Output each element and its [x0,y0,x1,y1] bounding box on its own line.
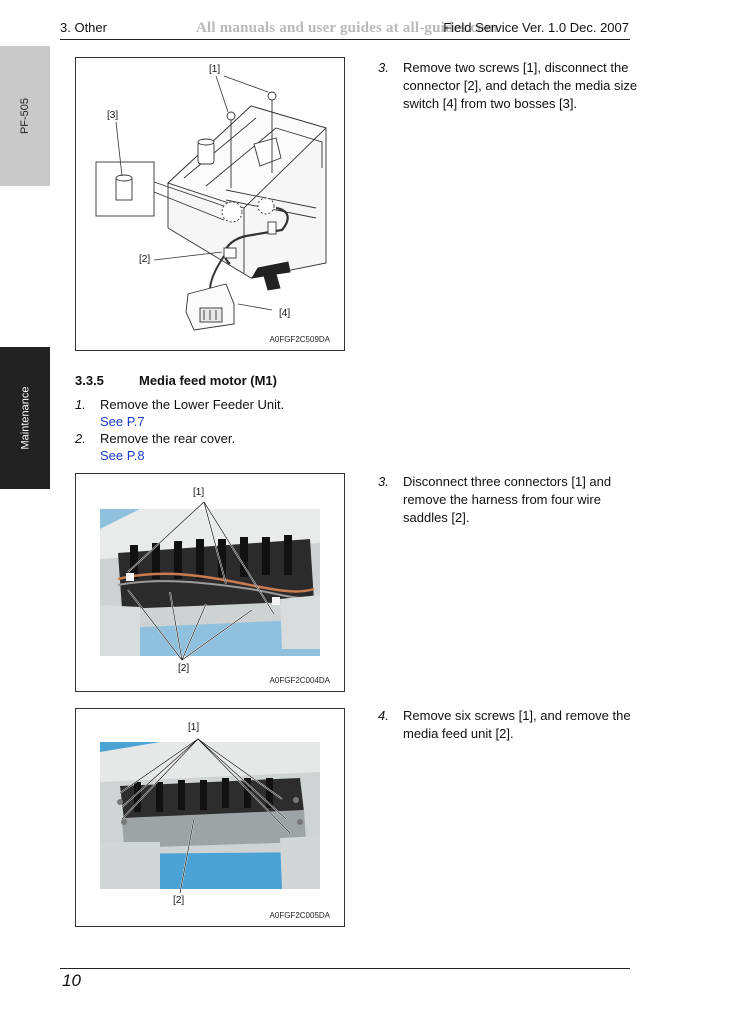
side-tab-product [0,46,50,186]
section-title: Media feed motor (M1) [139,373,277,388]
see-link-p8[interactable]: See P.8 [100,448,145,463]
step-number: 1. [75,397,86,412]
step-text: Remove six screws [1], and remove the media feed unit [2]. [403,708,631,741]
section-number: 3.3.5 [75,373,104,388]
callout-1: [1] [209,64,221,75]
media-size-switch-illustration [76,58,344,350]
step-number: 3. [378,474,389,489]
figure-code: A0FGF2C509DA [269,335,330,344]
step-number: 3. [378,60,389,75]
step-text: Disconnect three connectors [1] and remove the harness from four wire saddles [2]. [403,474,612,525]
callout-2: [2] [139,254,151,265]
callout-1: [1] [188,722,200,733]
callout-3: [3] [107,110,119,121]
step-text: Remove two screws [1], disconnect the connector [2], and detach the media size switch [4] from two bosses [3]. [403,60,638,111]
header-version: Field Service Ver. 1.0 Dec. 2007 [443,20,629,35]
figure-code: A0FGF2C005DA [269,911,330,920]
side-tab-chapter [0,347,50,489]
page-number: 10 [62,971,81,990]
step-number: 2. [75,431,86,446]
footer-rule [60,968,630,969]
see-link-p7[interactable]: See P.7 [100,414,145,429]
side-tab-product-label: PF-505 [18,97,31,135]
figure-connectors [75,473,345,692]
header-section: 3. Other [60,20,107,35]
header-rule [60,39,630,40]
step-number: 4. [378,708,389,723]
callout-2: [2] [178,663,190,674]
step-text: Remove the rear cover. [100,431,236,446]
figure-media-feed-unit [75,708,345,927]
figure-media-size-switch [75,57,345,351]
callout-1: [1] [193,487,205,498]
figure-code: A0FGF2C004DA [269,676,330,685]
callout-4: [4] [279,308,291,319]
header-watermark[interactable]: All manuals and user guides at all-guides.com [196,20,498,36]
connectors-leaders [76,474,344,691]
callout-2: [2] [173,895,185,906]
step-text: Remove the Lower Feeder Unit. [100,397,285,412]
feed-unit-leaders [76,709,344,926]
side-tab-chapter-label: Maintenance [19,386,31,450]
